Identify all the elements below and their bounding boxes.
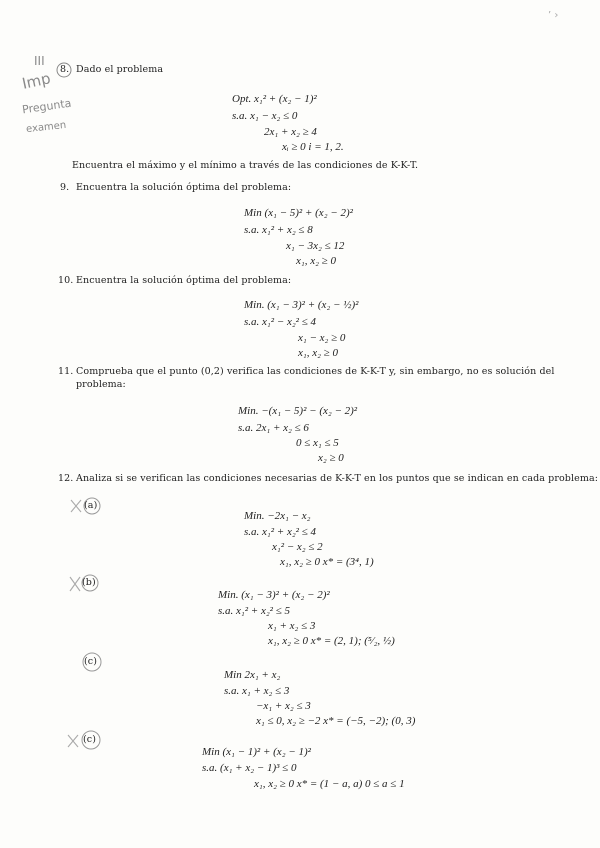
problem-9-objective: Min (x₁ − 5)² + (x₂ − 2)² (244, 207, 353, 219)
margin-note-pregunta: Pregunta (21, 96, 73, 117)
problem-12c-constraint-2: −x₁ + x₂ ≤ 3 (256, 700, 311, 712)
problem-9-title: Encuentra la solución óptima del problema: (76, 182, 292, 193)
problem-11-constraint-2: 0 ≤ x₁ ≤ 5 (296, 437, 339, 449)
problem-8-objective: Opt. x₁² + (x₂ − 1)² (232, 93, 317, 105)
problem-9-constraint-1: s.a. x₁² + x₂ ≤ 8 (244, 224, 313, 236)
problem-10-constraint-1: s.a. x₁² − x₂² ≤ 4 (244, 316, 316, 328)
cross-mark-b (70, 577, 80, 591)
problem-10-constraint-2: x₁ − x₂ ≥ 0 (298, 332, 346, 344)
problem-12a-constraint-2: x₁² − x₂ ≤ 2 (272, 541, 323, 553)
problem-12a-label: (a) (84, 500, 98, 511)
problem-8-constraint-2: 2x₁ + x₂ ≥ 4 (264, 126, 317, 138)
problem-9-constraint-2: x₁ − 3x₂ ≤ 12 (286, 240, 345, 252)
problem-12d-constraint-2: x₁, x₂ ≥ 0 x* = (1 − a, a) 0 ≤ a ≤ 1 (254, 778, 405, 790)
margin-note-examen: examen (25, 119, 67, 136)
problem-12-number: 12. (58, 473, 74, 484)
problem-11-number: 11. (58, 366, 74, 377)
problem-11-title-line-1: Comprueba que el punto (0,2) verifica las condiciones de K-K-T y, sin embargo, no es solución del (76, 366, 555, 377)
problem-12a-constraint-3: x₁, x₂ ≥ 0 x* = (3⁴, 1) (280, 556, 374, 568)
problem-12c-constraint-3: x₁ ≤ 0, x₂ ≥ −2 x* = (−5, −2); (0, 3) (256, 715, 416, 727)
cross-mark-a (71, 500, 81, 512)
problem-8-number: 8. (60, 64, 70, 75)
problem-12d-constraint-1: s.a. (x₁ + x₂ − 1)³ ≤ 0 (202, 762, 297, 774)
problem-8-constraint-1: s.a. x₁ − x₂ ≤ 0 (232, 110, 298, 122)
margin-note-roman: III (34, 54, 45, 68)
problem-12-title: Analiza si se verifican las condiciones necesarias de K-K-T en los puntos que se indican en cada problema: (76, 473, 599, 484)
problem-9-constraint-3: x₁, x₂ ≥ 0 (296, 255, 336, 267)
problem-12b-objective: Min. (x₁ − 3)² + (x₂ − 2)² (218, 589, 330, 601)
problem-12b-constraint-3: x₁, x₂ ≥ 0 x* = (2, 1); (⁵⁄₂, ½) (268, 635, 395, 647)
cross-mark-d (68, 735, 78, 747)
problem-10-title: Encuentra la solución óptima del problema: (76, 275, 292, 286)
problem-12b-constraint-1: s.a. x₁² + x₂² ≤ 5 (218, 605, 290, 617)
problem-8-constraint-3: xᵢ ≥ 0 i = 1, 2. (282, 141, 344, 153)
problem-12c-constraint-1: s.a. x₁ + x₂ ≤ 3 (224, 685, 290, 697)
problem-12a-constraint-1: s.a. x₁² + x₂² ≤ 4 (244, 526, 316, 538)
problem-12d-objective: Min (x₁ − 1)² + (x₂ − 1)² (202, 746, 311, 758)
problem-12c-objective: Min 2x₁ + x₂ (224, 669, 281, 681)
problem-8-title: Dado el problema (76, 64, 164, 75)
problem-10-constraint-3: x₁, x₂ ≥ 0 (298, 347, 338, 359)
problem-11-objective: Min. −(x₁ − 5)² − (x₂ − 2)² (238, 405, 358, 417)
problem-12d-label: (c) (83, 734, 97, 745)
margin-note-imp: Imp (20, 69, 53, 93)
problem-11-constraint-3: x₂ ≥ 0 (318, 452, 344, 464)
problem-11-title-line-2: problema: (76, 379, 126, 390)
problem-10-objective: Min. (x₁ − 3)² + (x₂ − ½)² (244, 299, 359, 311)
problem-12b-constraint-2: x₁ + x₂ ≤ 3 (268, 620, 316, 632)
problem-10-number: 10. (58, 275, 74, 286)
problem-9-number: 9. (60, 182, 70, 193)
problem-8-instruction: Encuentra el máximo y el mínimo a través de las condiciones de K-K-T. (72, 160, 419, 171)
problem-11-constraint-1: s.a. 2x₁ + x₂ ≤ 6 (238, 422, 309, 434)
problem-12b-label: (b) (82, 577, 96, 588)
corner-mark: ’ › (548, 10, 559, 21)
problem-12c-label: (c) (84, 656, 98, 667)
problem-12a-objective: Min. −2x₁ − x₂ (244, 510, 311, 522)
